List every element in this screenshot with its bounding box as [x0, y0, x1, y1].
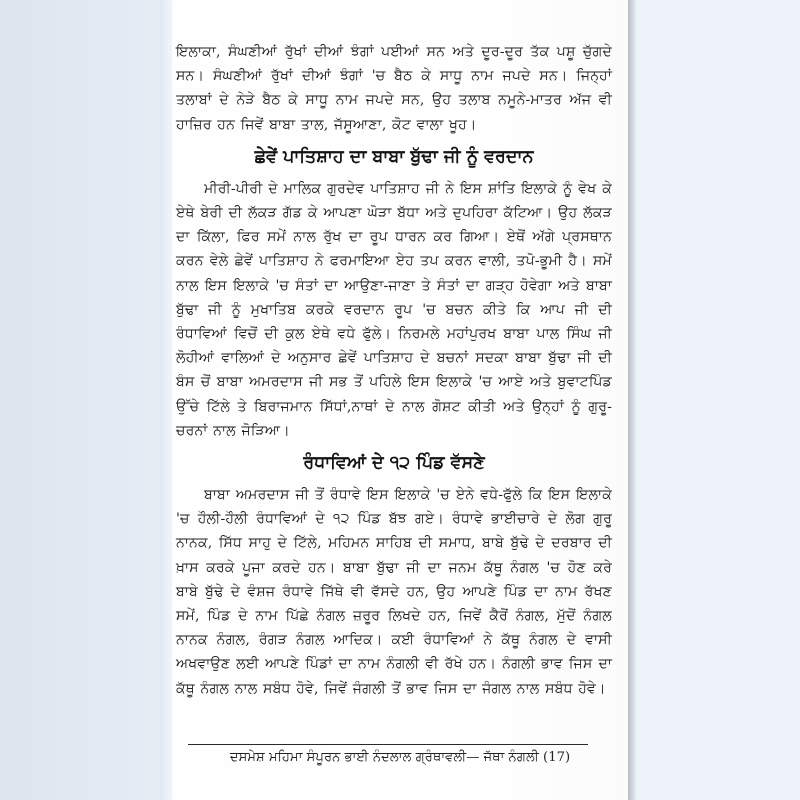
section-heading-villages: ਰੰਧਾਵਿਆਂ ਦੇ ੧੨ ਪਿੰਡ ਵੱਸਣੇ: [303, 453, 485, 474]
intro-paragraph: ਇਲਾਕਾ, ਸੰਘਣੀਆਂ ਰੁੱਖਾਂ ਦੀਆਂ ਝੰਗਾਂ ਪਈਆਂ ਸਨ ਅਤੇ ਦੂਰ-ਦੂਰ ਤੱਕ ਪਸ਼ੂ ਚੁੱਗਦੇ ਸਨ। ਸੰਘਣੀਆਂ ਰੁੱਖਾਂ ਦੀਆਂ ਝੰਗਾਂ 'ਚ ਬੈਠ ਕੇ ਸਾਧੂ ਨਾਮ ਜਪਦੇ ਸਨ। ਜਿਨ੍ਹਾਂ ਤਲਾਬਾਂ ਦੇ ਨੇੜੇ ਬੈਠ ਕੇ ਸਾਧੂ ਨਾਮ ਜਪਦੇ ਸਨ, ਉਹ ਤਲਾਬ ਨਮੂਨੇ-ਮਾਤਰ ਅੱਜ ਵੀ ਹਾਜ਼ਿਰ ਹਨ ਜਿਵੇਂ ਬਾਬਾ ਤਾਲ, ਜੱਸੂਆਣਾ, ਕੋਟ ਵਾਲਾ ਖੂਹ।: [176, 44, 612, 133]
page-stack-edge: [628, 0, 636, 800]
section-heading-blessing: ਛੇਵੇਂ ਪਾਤਿਸ਼ਾਹ ਦਾ ਬਾਬਾ ਬੁੱਢਾ ਜੀ ਨੂੰ ਵਰਦਾਨ: [254, 146, 534, 167]
villages-paragraph: ਬਾਬਾ ਅਮਰਦਾਸ ਜੀ ਤੋਂ ਰੰਧਾਵੇ ਇਸ ਇਲਾਕੇ 'ਚ ਏਨੇ ਵਧੇ-ਫੁੱਲੇ ਕਿ ਇਸ ਇਲਾਕੇ 'ਚ ਹੌਲੀ-ਹੌਲੀ ਰੰਧਾਵਿਆਂ ਦੇ ੧੨ ਪਿੰਡ ਬੱਝ ਗਏ। ਰੰਧਾਵੇ ਭਾਈਚਾਰੇ ਦੇ ਲੋਗ ਗੁਰੂ ਨਾਨਕ, ਸਿੱਧ ਸਾਹੁ ਦੇ ਟਿੱਲੇ, ਮਹਿਮਨ ਸਾਹਿਬ ਦੀ ਸਮਾਧ, ਬਾਬੇ ਬੁੱਢੇ ਦੇ ਦਰਬਾਰ ਦੀ ਖ਼ਾਸ ਕਰਕੇ ਪੂਜਾ ਕਰਦੇ ਹਨ। ਬਾਬਾ ਬੁੱਢਾ ਜੀ ਦਾ ਜਨਮ ਕੱਥੂ ਨੰਗਲ 'ਚ ਹੋਣ ਕਰੇ ਬਾਬੇ ਬੁੱਢੇ ਦੇ ਵੰਸ਼ਜ ਰੰਧਾਵੇ ਜਿੱਥੇ ਵੀ ਵੱਸਦੇ ਹਨ, ਉਹ ਆਪਣੇ ਪਿੰਡ ਦਾ ਨਾਮ ਰੱਖਣ ਸਮੇਂ, ਪਿੰਡ ਦੇ ਨਾਮ ਪਿੱਛੇ ਨੰਗਲ ਜ਼ਰੂਰ ਲਿਖਦੇ ਹਨ, ਜਿਵੇਂ ਕੈਰੋਂ ਨੰਗਲ, ਮੁੱਦੋਂ ਨੰਗਲ ਨਾਨਕ ਨੰਗਲ, ਰੰਗੜ ਨੰਗਲ ਆਦਿਕ। ਕਈ ਰੰਧਾਵਿਆਂ ਨੇ ਕੱਥੂ ਨੰਗਲ ਦੇ ਵਾਸੀ ਅਖਵਾਉਣ ਲਈ ਆਪਣੇ ਪਿੰਡਾਂ ਦਾ ਨਾਮ ਨੰਗਲੀ ਵੀ ਰੱਖੇ ਹਨ। ਨੰਗਲੀ ਭਾਵ ਜਿਸ ਦਾ ਕੱਥੂ ਨੰਗਲ ਨਾਲ ਸਬੰਧ ਹੋਵੇ, ਜਿਵੇਂ ਜੰਗਲੀ ਤੋਂ ਭਾਵ ਜਿਸ ਦਾ ਜੰਗਲ ਨਾਲ ਸਬੰਧ ਹੋਵੇ।: [176, 487, 612, 697]
book-cover-edge: [160, 0, 172, 800]
page-content: [176, 40, 612, 701]
blessing-paragraph: ਮੀਰੀ-ਪੀਰੀ ਦੇ ਮਾਲਿਕ ਗੁਰਦੇਵ ਪਾਤਿਸ਼ਾਹ ਜੀ ਨੇ ਇਸ ਸ਼ਾਂਤਿ ਇਲਾਕੇ ਨੂੰ ਵੇਖ ਕੇ ਏਥੇ ਬੇਰੀ ਦੀ ਲੱਕੜ ਗੱਡ ਕੇ ਆਪਣਾ ਘੋੜਾ ਬੱਧਾ ਅਤੇ ਦੁਪਹਿਰਾ ਕੱਟਿਆ। ਉਹ ਲੱਕੜ ਦਾ ਕਿੱਲਾ, ਫਿਰ ਸਮੇਂ ਨਾਲ ਰੁੱਖ ਦਾ ਰੂਪ ਧਾਰਨ ਕਰ ਗਿਆ। ਏਥੋਂ ਅੱਗੇ ਪ੍ਰਸਥਾਨ ਕਰਨ ਵੇਲੇ ਛੇਵੇਂ ਪਾਤਿਸ਼ਾਹ ਨੇ ਫਰਮਾਇਆ ਏਹ ਤਪ ਕਰਨ ਵਾਲੀ, ਤਪੋ-ਭੂਮੀ ਹੈ। ਸਮੇਂ ਨਾਲ ਇਸ ਇਲਾਕੇ 'ਚ ਸੰਤਾਂ ਦਾ ਆਉਣਾ-ਜਾਣਾ ਤੇ ਸੰਤਾਂ ਦਾ ਗੜ੍ਹ ਹੋਵੇਗਾ ਅਤੇ ਬਾਬਾ ਬੁੱਢਾ ਜੀ ਨੂੰ ਮੁਖਾਤਿਬ ਕਰਕੇ ਵਰਦਾਨ ਰੂਪ 'ਚ ਬਚਨ ਕੀਤੇ ਕਿ ਆਪ ਜੀ ਦੀ ਰੰਧਾਵਿਆਂ ਵਿਚੋਂ ਦੀ ਕੁਲ ਏਥੇ ਵਧੇ ਫੁੱਲੇ। ਨਿਰਮਲੇ ਮਹਾਂਪੁਰਖ ਬਾਬਾ ਪਾਲ ਸਿੰਘ ਜੀ ਲੋਹੀਆਂ ਵਾਲਿਆਂ ਦੇ ਅਨੁਸਾਰ ਛੇਵੇਂ ਪਾਤਿਸ਼ਾਹ ਦੇ ਬਚਨਾਂ ਸਦਕਾ ਬਾਬਾ ਬੁੱਢਾ ਜੀ ਦੀ ਬੰਸ ਚੋਂ ਬਾਬਾ ਅਮਰਦਾਸ ਜੀ ਸਭ ਤੋਂ ਪਹਿਲੇ ਇਸ ਇਲਾਕੇ 'ਚ ਆਏ ਅਤੇ ਬੁਵਾਟਪਿੰਡ ਉੱਚੇ ਟਿੱਲੇ ਤੇ ਬਿਰਾਜਮਾਨ ਸਿੱਧਾਂ,ਨਾਥਾਂ ਦੇ ਨਾਲ ਗੋਸ਼ਟ ਕੀਤੀ ਅਤੇ ਉਨ੍ਹਾਂ ਨੂੰ ਗੁਰੂ-ਚਰਨਾਂ ਨਾਲ ਜੋੜਿਆ।: [176, 180, 612, 439]
page-footer: ਦਸਮੇਸ਼ ਮਹਿਮਾ ਸੰਪੂਰਨ ਭਾਈ ਨੰਦਲਾਲ ਗ੍ਰੰਥਾਵਲੀ— ਜੱਥਾ ਨੰਗਲੀ (17): [229, 750, 571, 765]
book-page: [172, 0, 628, 800]
footer-divider: [188, 744, 588, 745]
